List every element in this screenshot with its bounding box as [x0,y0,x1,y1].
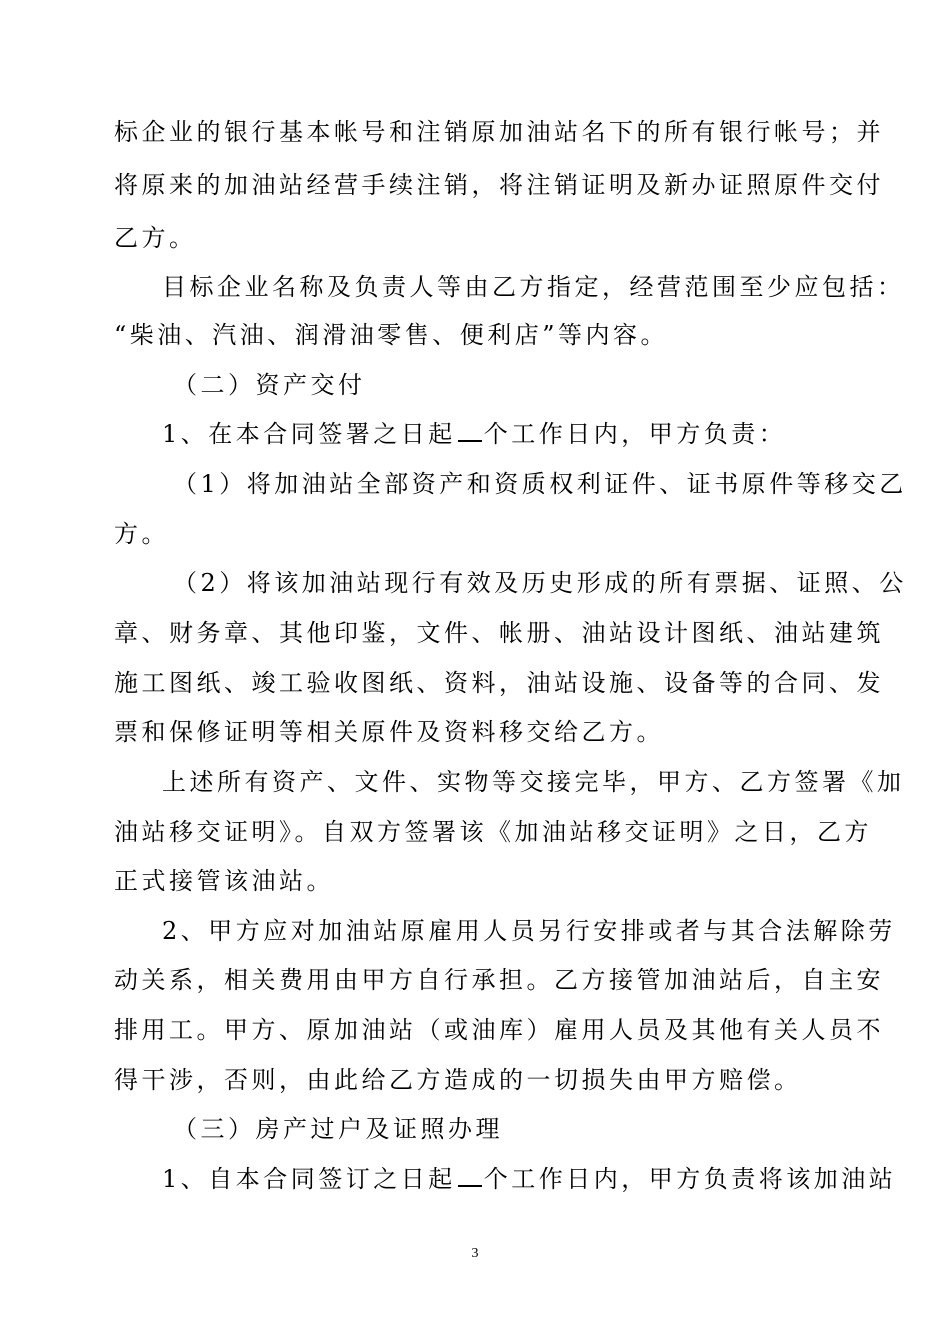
text-line [162,418,786,450]
text-segment: 个工作日内，甲方负责： [483,420,787,448]
text-line: 目标企业名称及负责人等由乙方指定，经营范围至少应包括： [162,273,905,301]
text-segment: 个工作日内，甲方负责将该加油站 [483,1165,897,1193]
text-line: 将原来的加油站经营手续注销，将注销证明及新办证照原件交付 [114,171,884,199]
text-line: 排用工。甲方、原加油站（或油库）雇用人员及其他有关人员不 [114,1016,884,1044]
text-line [162,1163,896,1195]
text-line: 油站移交证明》。自双方签署该《加油站移交证明》之日，乙方 [114,818,872,846]
text-segment: 1、在本合同签署之日起 [162,420,456,448]
text-line: 方。 [114,520,169,548]
section-heading: （三）房产过户及证照办理 [173,1115,503,1143]
text-line: 施工图纸、竣工验收图纸、资料，油站设施、设备等的合同、发 [114,669,884,697]
text-line: 得干涉，否则，由此给乙方造成的一切损失由甲方赔偿。 [114,1066,802,1094]
text-line: 上述所有资产、文件、实物等交接完毕，甲方、乙方签署《加 [162,768,905,796]
text-line: 2、甲方应对加油站原雇用人员另行安排或者与其合法解除劳 [162,917,896,945]
text-line: （2）将该加油站现行有效及历史形成的所有票据、证照、公 [173,569,907,597]
text-line: 正式接管该油站。 [114,867,334,895]
text-line: 动关系，相关费用由甲方自行承担。乙方接管加油站后，自主安 [114,966,884,994]
text-segment: 1、自本合同签订之日起 [162,1165,456,1193]
page-number: 3 [471,1246,479,1261]
fill-in-blank [458,418,482,442]
fill-in-blank [458,1163,482,1187]
text-line: 标企业的银行基本帐号和注销原加油站名下的所有银行帐号；并 [114,118,884,146]
section-heading: （二）资产交付 [173,371,366,399]
text-line: 票和保修证明等相关原件及资料移交给乙方。 [114,718,664,746]
text-line: 章、财务章、其他印鉴，文件、帐册、油站设计图纸、油站建筑 [114,619,884,647]
text-line: “柴油、汽油、润滑油零售、便利店”等内容。 [114,321,669,349]
text-line: 乙方。 [114,224,197,252]
text-line: （1）将加油站全部资产和资质权利证件、证书原件等移交乙 [173,470,907,498]
